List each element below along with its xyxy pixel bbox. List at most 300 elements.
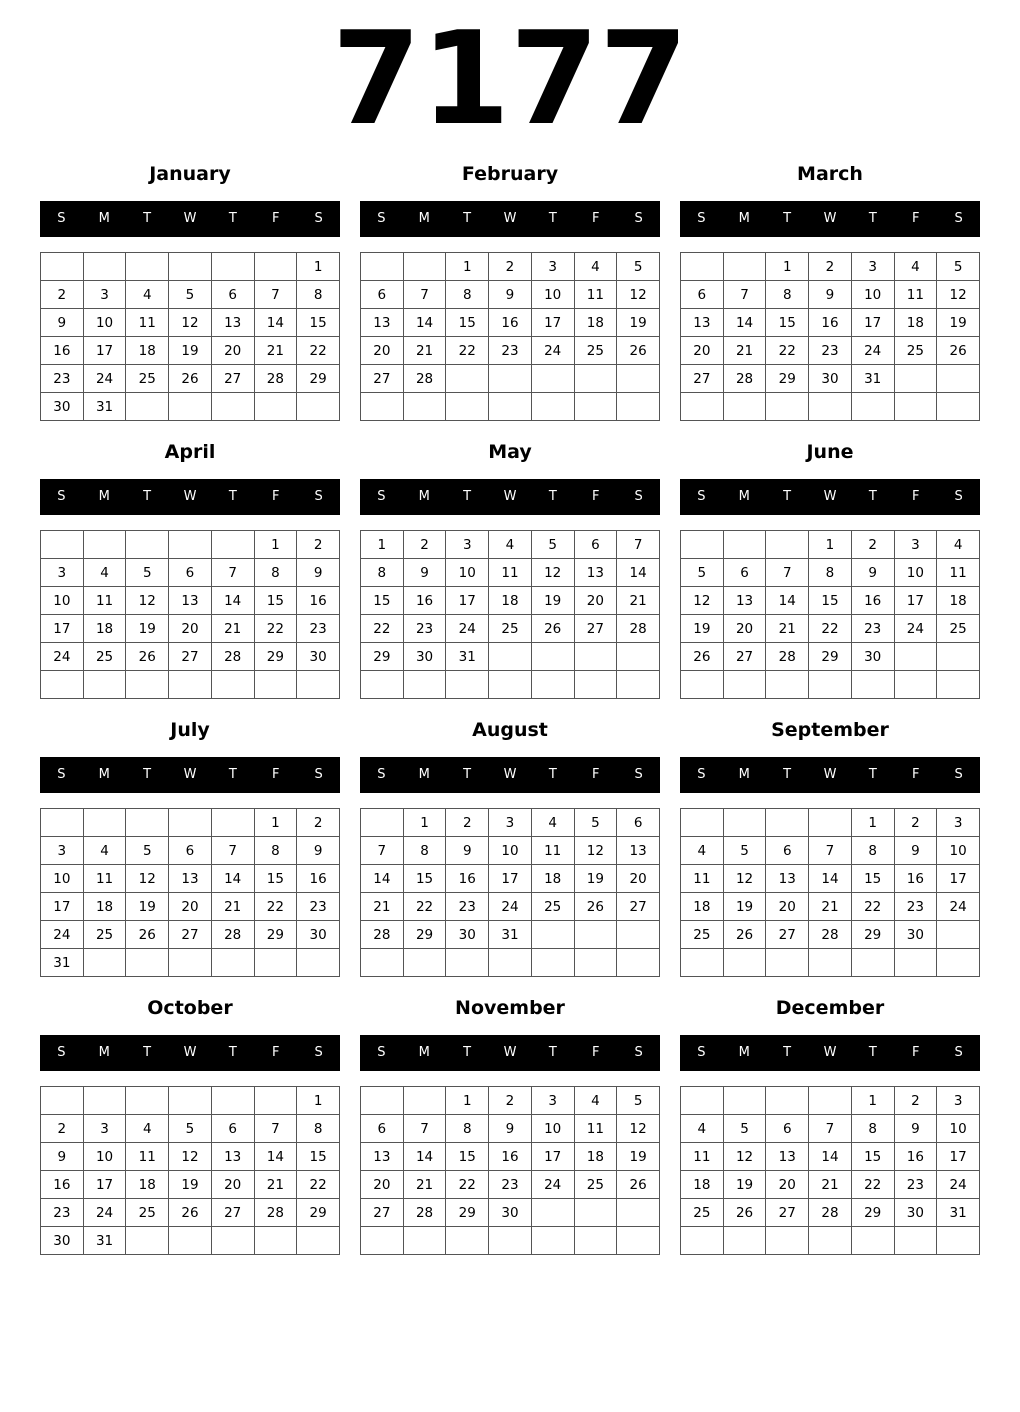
week-row bbox=[361, 643, 660, 671]
day-cell: 11 bbox=[681, 865, 724, 893]
day-cell: 25 bbox=[937, 615, 980, 643]
day-cell: 29 bbox=[851, 1199, 894, 1227]
weekday-label: W bbox=[503, 1045, 517, 1060]
day-cell: 18 bbox=[531, 865, 574, 893]
day-cell bbox=[851, 393, 894, 421]
week-row bbox=[681, 587, 980, 615]
week-row bbox=[681, 393, 980, 421]
day-cell bbox=[446, 393, 489, 421]
day-cell: 28 bbox=[254, 365, 297, 393]
weekday-label: F bbox=[911, 767, 920, 782]
day-cell: 4 bbox=[681, 837, 724, 865]
week-row bbox=[361, 893, 660, 921]
day-cell: 12 bbox=[617, 1115, 660, 1143]
weekday-header bbox=[680, 1035, 980, 1071]
day-cell: 17 bbox=[531, 1143, 574, 1171]
day-cell: 21 bbox=[403, 337, 446, 365]
day-cell: 6 bbox=[617, 809, 660, 837]
week-row bbox=[681, 1227, 980, 1255]
day-cell bbox=[766, 671, 809, 699]
weekday-label: S bbox=[697, 211, 706, 226]
day-cell: 29 bbox=[403, 921, 446, 949]
day-cell: 27 bbox=[723, 643, 766, 671]
day-cell bbox=[254, 1087, 297, 1115]
weekday-label: S bbox=[697, 1045, 706, 1060]
day-cell: 20 bbox=[723, 615, 766, 643]
day-cell: 9 bbox=[446, 837, 489, 865]
day-cell: 21 bbox=[254, 1171, 297, 1199]
day-cell: 14 bbox=[254, 309, 297, 337]
day-cell bbox=[723, 1227, 766, 1255]
year-title: 7177 bbox=[331, 5, 689, 154]
day-cell: 22 bbox=[403, 893, 446, 921]
day-grid bbox=[680, 1086, 980, 1255]
day-cell: 5 bbox=[574, 809, 617, 837]
day-cell bbox=[297, 393, 340, 421]
day-cell bbox=[617, 949, 660, 977]
day-cell: 11 bbox=[937, 559, 980, 587]
day-cell bbox=[723, 393, 766, 421]
day-cell: 20 bbox=[681, 337, 724, 365]
day-grid bbox=[360, 1086, 660, 1255]
week-row bbox=[41, 365, 340, 393]
day-cell: 31 bbox=[489, 921, 532, 949]
day-cell: 22 bbox=[766, 337, 809, 365]
day-cell: 13 bbox=[211, 309, 254, 337]
day-cell bbox=[83, 253, 126, 281]
day-cell: 8 bbox=[766, 281, 809, 309]
day-cell bbox=[83, 671, 126, 699]
weekday-label: W bbox=[823, 211, 837, 226]
day-cell: 12 bbox=[169, 1143, 212, 1171]
day-cell: 16 bbox=[446, 865, 489, 893]
day-grid bbox=[40, 1086, 340, 1255]
day-cell: 1 bbox=[809, 531, 852, 559]
month-name: April bbox=[164, 441, 216, 463]
weekday-label: W bbox=[503, 489, 517, 504]
day-cell: 21 bbox=[211, 893, 254, 921]
day-cell: 28 bbox=[403, 1199, 446, 1227]
weekday-label: T bbox=[868, 489, 877, 504]
day-cell: 1 bbox=[446, 1087, 489, 1115]
week-row bbox=[681, 1171, 980, 1199]
day-cell bbox=[574, 949, 617, 977]
day-cell: 16 bbox=[489, 309, 532, 337]
day-cell: 19 bbox=[937, 309, 980, 337]
day-cell: 16 bbox=[41, 337, 84, 365]
weekday-label: T bbox=[463, 1045, 472, 1060]
weekday-label: T bbox=[463, 767, 472, 782]
day-cell: 10 bbox=[41, 587, 84, 615]
day-cell: 2 bbox=[894, 809, 937, 837]
weekday-label: T bbox=[143, 489, 152, 504]
day-cell: 1 bbox=[254, 531, 297, 559]
day-cell: 11 bbox=[126, 1143, 169, 1171]
day-cell: 24 bbox=[489, 893, 532, 921]
day-cell: 20 bbox=[617, 865, 660, 893]
day-cell bbox=[617, 365, 660, 393]
day-cell: 26 bbox=[531, 615, 574, 643]
day-cell bbox=[211, 809, 254, 837]
day-cell bbox=[617, 671, 660, 699]
weekday-label: S bbox=[377, 767, 386, 782]
day-cell bbox=[211, 949, 254, 977]
day-grid bbox=[360, 252, 660, 421]
day-cell: 16 bbox=[403, 587, 446, 615]
day-cell bbox=[937, 393, 980, 421]
weekday-label: S bbox=[634, 1045, 643, 1060]
day-cell bbox=[254, 393, 297, 421]
day-cell: 13 bbox=[681, 309, 724, 337]
week-row bbox=[41, 393, 340, 421]
week-row bbox=[681, 1115, 980, 1143]
month-name: October bbox=[147, 997, 233, 1019]
day-cell: 6 bbox=[169, 559, 212, 587]
day-cell bbox=[681, 1087, 724, 1115]
day-cell bbox=[489, 949, 532, 977]
day-cell: 1 bbox=[403, 809, 446, 837]
day-cell: 6 bbox=[681, 281, 724, 309]
weekday-label: F bbox=[271, 767, 280, 782]
day-cell: 16 bbox=[489, 1143, 532, 1171]
day-cell bbox=[211, 671, 254, 699]
day-cell: 25 bbox=[894, 337, 937, 365]
weekday-label: T bbox=[868, 211, 877, 226]
week-row bbox=[361, 949, 660, 977]
day-cell bbox=[937, 1227, 980, 1255]
weekday-header bbox=[360, 201, 660, 237]
day-cell: 12 bbox=[169, 309, 212, 337]
day-cell: 25 bbox=[574, 337, 617, 365]
day-cell: 1 bbox=[851, 809, 894, 837]
day-cell bbox=[809, 1087, 852, 1115]
day-cell: 6 bbox=[211, 1115, 254, 1143]
day-cell: 24 bbox=[41, 643, 84, 671]
weekday-label: T bbox=[228, 211, 237, 226]
day-cell bbox=[169, 531, 212, 559]
day-cell: 9 bbox=[403, 559, 446, 587]
day-cell: 29 bbox=[851, 921, 894, 949]
week-row bbox=[361, 587, 660, 615]
day-cell bbox=[489, 643, 532, 671]
day-cell: 19 bbox=[126, 615, 169, 643]
weekday-label: F bbox=[911, 489, 920, 504]
day-cell: 1 bbox=[851, 1087, 894, 1115]
day-cell: 14 bbox=[211, 865, 254, 893]
day-grid bbox=[680, 252, 980, 421]
day-cell: 11 bbox=[574, 281, 617, 309]
month-name: February bbox=[461, 163, 559, 185]
weekday-label: M bbox=[98, 767, 110, 782]
day-cell: 30 bbox=[297, 643, 340, 671]
day-cell bbox=[851, 671, 894, 699]
day-cell: 18 bbox=[126, 1171, 169, 1199]
day-cell bbox=[766, 1087, 809, 1115]
day-cell: 7 bbox=[723, 281, 766, 309]
day-cell: 3 bbox=[937, 1087, 980, 1115]
day-cell: 3 bbox=[531, 1087, 574, 1115]
weekday-label: M bbox=[98, 1045, 110, 1060]
day-cell: 2 bbox=[297, 531, 340, 559]
day-cell: 17 bbox=[41, 615, 84, 643]
day-cell bbox=[617, 921, 660, 949]
day-cell: 12 bbox=[574, 837, 617, 865]
day-cell: 14 bbox=[403, 309, 446, 337]
day-cell: 14 bbox=[403, 1143, 446, 1171]
weekday-label: S bbox=[954, 767, 963, 782]
weekday-label: W bbox=[823, 1045, 837, 1060]
day-cell: 27 bbox=[211, 1199, 254, 1227]
week-row bbox=[41, 1143, 340, 1171]
weekday-label: T bbox=[783, 211, 792, 226]
day-cell: 25 bbox=[83, 921, 126, 949]
day-cell: 30 bbox=[446, 921, 489, 949]
day-cell: 7 bbox=[617, 531, 660, 559]
day-cell: 23 bbox=[489, 337, 532, 365]
week-row bbox=[681, 559, 980, 587]
day-cell bbox=[574, 643, 617, 671]
week-row bbox=[361, 1171, 660, 1199]
day-cell: 7 bbox=[254, 1115, 297, 1143]
day-cell: 17 bbox=[531, 309, 574, 337]
weekday-label: S bbox=[314, 1045, 323, 1060]
day-cell bbox=[617, 1227, 660, 1255]
day-cell: 10 bbox=[531, 1115, 574, 1143]
day-cell bbox=[361, 949, 404, 977]
day-cell: 5 bbox=[937, 253, 980, 281]
day-cell bbox=[83, 809, 126, 837]
day-cell: 17 bbox=[83, 337, 126, 365]
week-row bbox=[681, 643, 980, 671]
day-cell: 28 bbox=[809, 1199, 852, 1227]
week-row bbox=[41, 1115, 340, 1143]
day-cell: 11 bbox=[574, 1115, 617, 1143]
day-cell bbox=[723, 253, 766, 281]
weekday-label: S bbox=[697, 489, 706, 504]
day-cell bbox=[489, 365, 532, 393]
day-cell: 7 bbox=[211, 559, 254, 587]
weekday-header bbox=[40, 1035, 340, 1071]
weekday-label: M bbox=[738, 767, 750, 782]
day-cell bbox=[41, 253, 84, 281]
day-cell bbox=[531, 1199, 574, 1227]
week-row bbox=[41, 643, 340, 671]
day-cell bbox=[254, 949, 297, 977]
day-cell: 18 bbox=[574, 1143, 617, 1171]
day-cell bbox=[169, 671, 212, 699]
day-cell: 25 bbox=[574, 1171, 617, 1199]
day-cell: 18 bbox=[681, 1171, 724, 1199]
day-cell: 29 bbox=[809, 643, 852, 671]
day-cell bbox=[531, 1227, 574, 1255]
day-cell bbox=[211, 531, 254, 559]
day-cell: 2 bbox=[297, 809, 340, 837]
day-cell: 16 bbox=[809, 309, 852, 337]
weekday-label: T bbox=[143, 1045, 152, 1060]
weekday-label: W bbox=[823, 767, 837, 782]
day-cell: 7 bbox=[254, 281, 297, 309]
day-cell: 20 bbox=[169, 893, 212, 921]
day-cell: 3 bbox=[531, 253, 574, 281]
day-cell: 31 bbox=[937, 1199, 980, 1227]
week-row bbox=[681, 337, 980, 365]
day-cell bbox=[617, 643, 660, 671]
day-cell bbox=[851, 949, 894, 977]
day-cell bbox=[211, 393, 254, 421]
day-cell: 27 bbox=[169, 921, 212, 949]
day-cell: 28 bbox=[723, 365, 766, 393]
week-row bbox=[681, 837, 980, 865]
day-cell bbox=[937, 643, 980, 671]
weekday-label: S bbox=[954, 1045, 963, 1060]
week-row bbox=[681, 1087, 980, 1115]
day-cell: 9 bbox=[41, 1143, 84, 1171]
day-cell: 23 bbox=[41, 1199, 84, 1227]
day-cell: 5 bbox=[723, 837, 766, 865]
day-cell: 28 bbox=[254, 1199, 297, 1227]
day-cell: 6 bbox=[169, 837, 212, 865]
weekday-label: S bbox=[697, 767, 706, 782]
day-cell: 11 bbox=[531, 837, 574, 865]
day-cell: 22 bbox=[297, 1171, 340, 1199]
day-cell bbox=[531, 949, 574, 977]
day-cell: 23 bbox=[41, 365, 84, 393]
day-cell: 22 bbox=[446, 337, 489, 365]
day-cell: 3 bbox=[83, 281, 126, 309]
week-row bbox=[361, 1115, 660, 1143]
day-cell: 31 bbox=[41, 949, 84, 977]
day-cell: 12 bbox=[126, 587, 169, 615]
day-cell: 12 bbox=[531, 559, 574, 587]
day-cell: 2 bbox=[41, 1115, 84, 1143]
day-cell: 2 bbox=[489, 253, 532, 281]
day-cell: 26 bbox=[723, 921, 766, 949]
week-row bbox=[361, 253, 660, 281]
weekday-label: M bbox=[98, 211, 110, 226]
day-cell: 28 bbox=[809, 921, 852, 949]
day-cell: 12 bbox=[681, 587, 724, 615]
week-row bbox=[41, 893, 340, 921]
week-row bbox=[41, 559, 340, 587]
day-cell bbox=[489, 1227, 532, 1255]
week-row bbox=[41, 531, 340, 559]
day-cell bbox=[403, 393, 446, 421]
week-row bbox=[361, 559, 660, 587]
day-cell: 16 bbox=[297, 587, 340, 615]
day-cell: 11 bbox=[83, 587, 126, 615]
day-cell: 23 bbox=[403, 615, 446, 643]
day-cell: 21 bbox=[766, 615, 809, 643]
week-row bbox=[361, 1227, 660, 1255]
day-cell: 15 bbox=[851, 865, 894, 893]
day-cell: 28 bbox=[403, 365, 446, 393]
week-row bbox=[41, 1199, 340, 1227]
day-cell bbox=[531, 921, 574, 949]
day-cell: 22 bbox=[851, 1171, 894, 1199]
day-cell bbox=[894, 393, 937, 421]
day-cell: 3 bbox=[851, 253, 894, 281]
day-cell bbox=[211, 1087, 254, 1115]
day-cell: 20 bbox=[766, 1171, 809, 1199]
day-cell: 9 bbox=[297, 559, 340, 587]
month-name: July bbox=[170, 719, 210, 741]
weekday-label: T bbox=[548, 1045, 557, 1060]
day-cell: 5 bbox=[169, 281, 212, 309]
day-cell: 10 bbox=[937, 1115, 980, 1143]
day-cell: 27 bbox=[617, 893, 660, 921]
day-cell: 17 bbox=[41, 893, 84, 921]
week-row bbox=[361, 1199, 660, 1227]
day-cell: 22 bbox=[361, 615, 404, 643]
weekday-label: M bbox=[418, 1045, 430, 1060]
weekday-label: M bbox=[738, 1045, 750, 1060]
day-cell: 18 bbox=[681, 893, 724, 921]
day-cell bbox=[681, 671, 724, 699]
day-cell: 17 bbox=[937, 865, 980, 893]
week-row bbox=[41, 615, 340, 643]
weekday-label: S bbox=[634, 211, 643, 226]
day-cell: 6 bbox=[574, 531, 617, 559]
day-cell: 5 bbox=[126, 559, 169, 587]
day-cell bbox=[446, 949, 489, 977]
day-cell: 4 bbox=[937, 531, 980, 559]
weekday-label: M bbox=[418, 211, 430, 226]
day-cell: 3 bbox=[489, 809, 532, 837]
day-cell bbox=[809, 949, 852, 977]
day-cell: 13 bbox=[766, 1143, 809, 1171]
day-cell bbox=[809, 1227, 852, 1255]
day-cell bbox=[894, 1227, 937, 1255]
day-cell: 6 bbox=[766, 837, 809, 865]
day-cell: 21 bbox=[809, 1171, 852, 1199]
day-cell: 11 bbox=[894, 281, 937, 309]
day-cell bbox=[169, 1087, 212, 1115]
day-cell bbox=[937, 671, 980, 699]
day-cell bbox=[126, 809, 169, 837]
week-row bbox=[681, 949, 980, 977]
day-cell: 30 bbox=[403, 643, 446, 671]
day-cell: 30 bbox=[894, 921, 937, 949]
weekday-label: S bbox=[954, 489, 963, 504]
day-grid bbox=[680, 808, 980, 977]
day-cell: 23 bbox=[894, 893, 937, 921]
day-cell: 28 bbox=[617, 615, 660, 643]
day-cell: 27 bbox=[169, 643, 212, 671]
day-cell: 20 bbox=[169, 615, 212, 643]
day-cell bbox=[681, 531, 724, 559]
day-cell: 1 bbox=[446, 253, 489, 281]
week-row bbox=[41, 949, 340, 977]
day-cell: 11 bbox=[681, 1143, 724, 1171]
day-cell: 7 bbox=[403, 1115, 446, 1143]
day-cell: 31 bbox=[851, 365, 894, 393]
weekday-label: S bbox=[57, 211, 66, 226]
day-cell: 7 bbox=[809, 1115, 852, 1143]
weekday-label: S bbox=[57, 767, 66, 782]
day-cell: 2 bbox=[403, 531, 446, 559]
weekday-label: T bbox=[868, 1045, 877, 1060]
week-row bbox=[361, 365, 660, 393]
day-cell: 16 bbox=[297, 865, 340, 893]
week-row bbox=[361, 865, 660, 893]
weekday-label: T bbox=[783, 1045, 792, 1060]
day-cell: 7 bbox=[361, 837, 404, 865]
weekday-label: W bbox=[183, 211, 197, 226]
day-cell: 27 bbox=[681, 365, 724, 393]
day-cell: 14 bbox=[254, 1143, 297, 1171]
weekday-label: F bbox=[271, 1045, 280, 1060]
day-cell: 26 bbox=[126, 921, 169, 949]
